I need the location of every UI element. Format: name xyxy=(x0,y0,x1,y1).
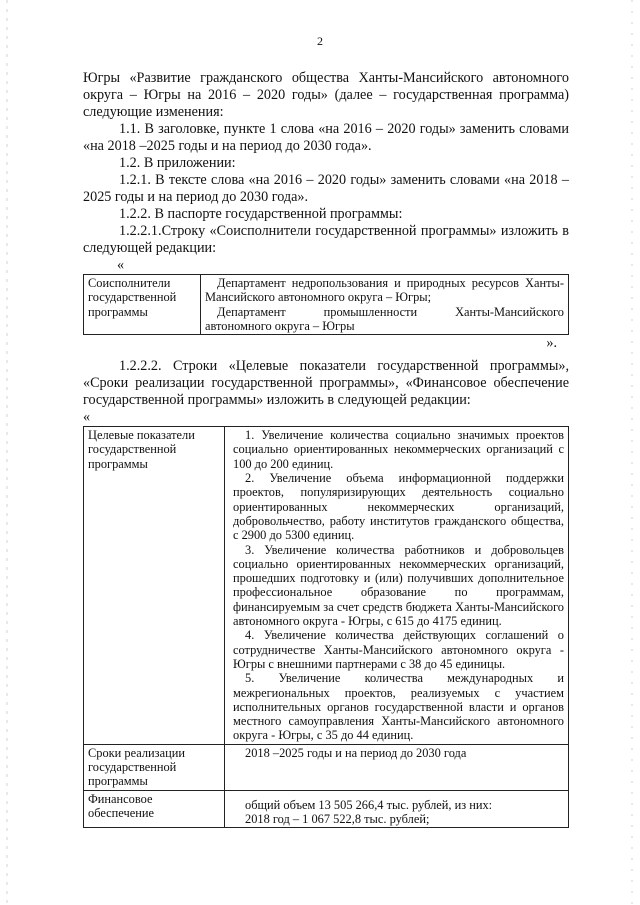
coexecutors-table xyxy=(83,274,569,335)
scan-edge-left xyxy=(6,0,8,905)
quote-close-1: ». xyxy=(546,335,557,352)
coexecutor-2: Департамент промышленности Ханты-Мансийского автономного округа – Югры xyxy=(205,304,564,333)
finance-line-1: общий объем 13 505 266,4 тыс. рублей, из них: xyxy=(245,797,493,812)
period-text: 2018 –2025 годы и на период до 2030 года xyxy=(245,745,467,760)
quote-open-1: « xyxy=(117,257,125,273)
finance-line-2: 2018 год – 1 067 522,8 тыс. рублей; xyxy=(245,811,430,826)
target-item-1: 1. Увеличение количества социально значимых проектов социально ориентированных некоммерческих организаций с 100 до 200 единиц. xyxy=(233,428,564,471)
coexecutors-label: Соисполнители государственной программы xyxy=(84,275,201,335)
target-item-4: 4. Увеличение количества действующих соглашений о сотрудничестве Ханты-Мансийского автономного округа - Югры с внешними партнерами с 38 до 45 единицы. xyxy=(233,628,564,671)
scan-edge-right xyxy=(631,0,633,905)
page-number: 2 xyxy=(317,34,323,48)
targets-label: Целевые показатели государственной программы xyxy=(84,427,225,745)
target-item-5: 5. Увеличение количества международных и межрегиональных проектов, реализуемых с участием исполнительных органов государственной власти и органов местного самоуправления Ханты-Мансийского автономного округа - Югры, с 35 до 44 единиц. xyxy=(233,671,564,743)
document-body xyxy=(83,70,569,828)
coexecutor-1: Департамент недропользования и природных ресурсов Ханты-Мансийского автономного округа – Югры; xyxy=(205,276,564,305)
item-1-2-1: 1.2.1. В тексте слова «на 2016 – 2020 годы» заменить словами «на 2018 –2025 годы и на период до 2030 года». xyxy=(83,172,569,205)
item-1-2: 1.2. В приложении: xyxy=(119,155,236,171)
intro-paragraph: Югры «Развитие гражданского общества Ханты-Мансийского автономного округа – Югры на 2016 – 2020 годы» (далее – государственная программа) следующие изменения: xyxy=(83,70,569,120)
table-row xyxy=(84,427,569,745)
period-value xyxy=(225,744,569,790)
item-1-2-2-1: 1.2.2.1.Строку «Соисполнители государственной программы» изложить в следующей редакции: xyxy=(83,223,569,256)
coexecutors-value xyxy=(201,275,569,335)
target-item-3: 3. Увеличение количества работников и добровольцев социально ориентированных некоммерческих организаций, прошедших подготовку и (или) получивших дополнительное профессиональное образование по программам, финансируемым за счет средств бюджета Ханты-Мансийского автономного округа - Югры, с 615 до 4175 единиц. xyxy=(233,542,564,629)
target-item-2: 2. Увеличение объема информационной поддержки проектов, популяризирующих деятельность социально ориентированных некоммерческих организаций, добровольчество, работу институтов гражданского общества, с 2900 до 5300 единиц. xyxy=(233,471,564,543)
passport-table xyxy=(83,426,569,828)
quote-open-2: « xyxy=(83,409,91,426)
item-1-1: 1.1. В заголовке, пункте 1 слова «на 2016 – 2020 годы» заменить словами «на 2018 –2025 годы и на период до 2030 года». xyxy=(83,121,569,154)
period-label: Сроки реализации государственной программы xyxy=(84,744,225,790)
table-row xyxy=(84,790,569,828)
item-1-2-2: 1.2.2. В паспорте государственной программы: xyxy=(119,206,403,222)
finance-value xyxy=(225,790,569,828)
finance-label: Финансовое обеспечение xyxy=(84,790,225,828)
item-1-2-2-2: 1.2.2.2. Строки «Целевые показатели государственной программы», «Сроки реализации государственной программы», «Финансовое обеспечение государственной программы» изложить в следующей редакции: xyxy=(83,358,569,409)
targets-value xyxy=(225,427,569,745)
table-row xyxy=(84,744,569,790)
table-row xyxy=(84,275,569,335)
